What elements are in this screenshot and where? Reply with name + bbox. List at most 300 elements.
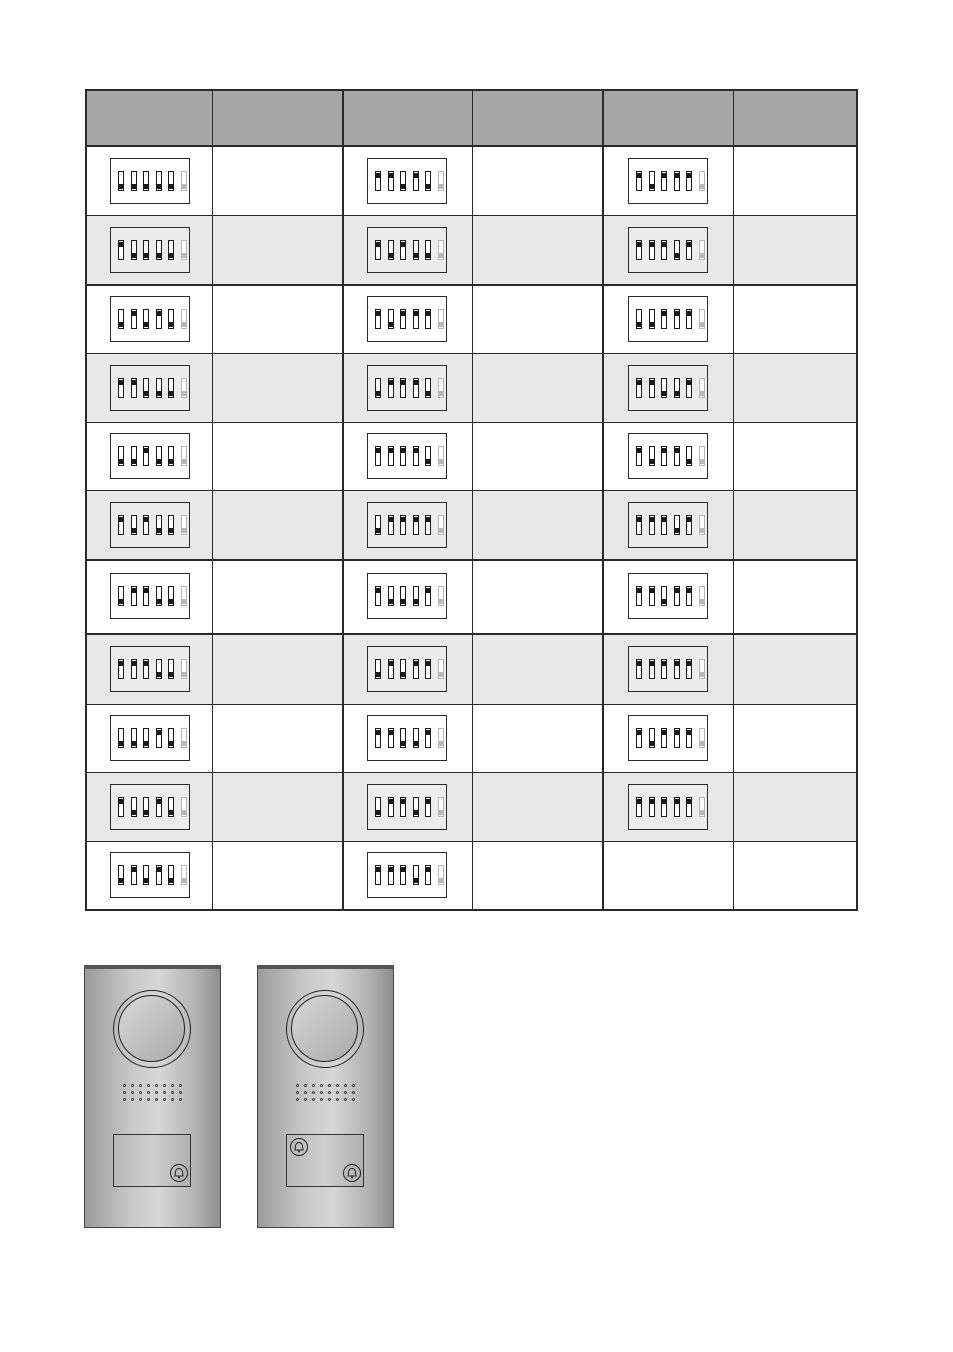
grille-hole: [147, 1091, 150, 1094]
address-label: [472, 146, 602, 215]
toggle-lever: [675, 799, 679, 804]
dip-toggle: [438, 659, 444, 679]
toggle-lever: [119, 741, 123, 746]
dip-toggle: [413, 728, 419, 748]
toggle-lever: [650, 242, 654, 247]
dip-toggle: [661, 378, 667, 398]
toggle-lever: [414, 878, 418, 883]
dip-toggle: [674, 171, 680, 191]
grille-hole: [352, 1098, 355, 1101]
toggle-lever: [376, 588, 380, 593]
grille-hole: [179, 1098, 182, 1101]
dip-toggle: [649, 515, 655, 535]
dip-toggle: [400, 728, 406, 748]
toggle-lever: [182, 599, 186, 604]
dip-toggle: [131, 865, 137, 885]
dip-toggle: [686, 171, 692, 191]
dip-toggle: [425, 446, 431, 466]
dip-toggle: [699, 659, 705, 679]
dip-toggle: [118, 378, 124, 398]
toggle-lever: [414, 517, 418, 522]
toggle-lever: [637, 173, 641, 178]
toggle-lever: [157, 799, 161, 804]
toggle-lever: [426, 311, 430, 316]
dip-toggle: [168, 171, 174, 191]
address-label: [472, 841, 602, 909]
address-label: [472, 284, 602, 353]
grille-hole: [336, 1084, 339, 1087]
toggle-lever: [426, 730, 430, 735]
toggle-lever: [637, 380, 641, 385]
toggle-lever: [700, 322, 704, 327]
dip-toggle: [168, 240, 174, 260]
dip-toggle: [425, 586, 431, 606]
camera-glass: [118, 995, 185, 1062]
toggle-lever: [157, 311, 161, 316]
dip-toggle: [674, 240, 680, 260]
dip-toggle: [649, 240, 655, 260]
toggle-lever: [700, 253, 704, 258]
toggle-lever: [662, 173, 666, 178]
column-divider: [212, 91, 213, 909]
toggle-lever: [687, 730, 691, 735]
dip-toggle: [413, 171, 419, 191]
dip-switch: [628, 227, 708, 273]
address-label: [733, 422, 856, 490]
dip-switch: [110, 365, 190, 411]
dip-toggle: [699, 446, 705, 466]
dip-toggle: [131, 515, 137, 535]
toggle-lever: [401, 184, 405, 189]
address-label: [472, 559, 602, 633]
grille-hole: [179, 1084, 182, 1087]
dip-toggle: [425, 378, 431, 398]
column-divider: [472, 91, 473, 909]
toggle-lever: [637, 242, 641, 247]
dip-switch: [110, 784, 190, 830]
toggle-lever: [637, 322, 641, 327]
dip-toggle: [181, 309, 187, 329]
dip-toggle: [674, 728, 680, 748]
toggle-lever: [687, 588, 691, 593]
toggle-lever: [144, 878, 148, 883]
address-label: [212, 215, 342, 284]
toggle-lever: [401, 380, 405, 385]
grille-hole: [171, 1084, 174, 1087]
dip-toggle: [649, 586, 655, 606]
dip-toggle: [636, 171, 642, 191]
dip-toggle: [181, 240, 187, 260]
toggle-lever: [426, 588, 430, 593]
dip-toggle: [143, 586, 149, 606]
dip-toggle: [438, 865, 444, 885]
dip-toggle: [438, 586, 444, 606]
grille-hole: [147, 1098, 150, 1101]
toggle-lever: [157, 730, 161, 735]
toggle-lever: [662, 799, 666, 804]
dip-toggle: [156, 309, 162, 329]
dip-toggle: [674, 797, 680, 817]
dip-toggle: [686, 659, 692, 679]
toggle-lever: [650, 588, 654, 593]
toggle-lever: [650, 661, 654, 666]
toggle-lever: [389, 253, 393, 258]
grille-hole: [320, 1098, 323, 1101]
camera-glass: [291, 995, 358, 1062]
toggle-lever: [700, 672, 704, 677]
toggle-lever: [389, 599, 393, 604]
grille-hole: [147, 1084, 150, 1087]
toggle-lever: [439, 322, 443, 327]
grille-hole: [139, 1084, 142, 1087]
grille-hole: [344, 1084, 347, 1087]
toggle-lever: [401, 672, 405, 677]
speaker-grille: [123, 1084, 185, 1104]
toggle-lever: [132, 741, 136, 746]
bell-icon[interactable]: [290, 1138, 308, 1156]
toggle-lever: [687, 517, 691, 522]
toggle-lever: [157, 459, 161, 464]
dip-toggle: [131, 309, 137, 329]
dip-switch: [628, 646, 708, 692]
dip-switch: [110, 502, 190, 548]
grille-hole: [131, 1091, 134, 1094]
dip-toggle: [118, 865, 124, 885]
toggle-lever: [414, 311, 418, 316]
toggle-lever: [182, 672, 186, 677]
dip-toggle: [413, 586, 419, 606]
toggle-lever: [401, 242, 405, 247]
dip-toggle: [661, 171, 667, 191]
single-button-door-station: [84, 965, 221, 1228]
dip-toggle: [400, 309, 406, 329]
toggle-lever: [182, 528, 186, 533]
toggle-lever: [169, 672, 173, 677]
grille-hole: [163, 1084, 166, 1087]
dip-toggle: [388, 240, 394, 260]
toggle-lever: [662, 517, 666, 522]
toggle-lever: [439, 528, 443, 533]
toggle-lever: [132, 588, 136, 593]
dip-toggle: [181, 728, 187, 748]
dip-switch: [110, 296, 190, 342]
address-label: [212, 490, 342, 559]
dip-toggle: [400, 171, 406, 191]
dip-toggle: [181, 515, 187, 535]
column-divider: [733, 91, 734, 909]
grille-hole: [312, 1098, 315, 1101]
toggle-lever: [182, 253, 186, 258]
toggle-lever: [687, 459, 691, 464]
toggle-lever: [439, 878, 443, 883]
toggle-lever: [426, 253, 430, 258]
address-label: [733, 841, 856, 909]
grille-hole: [296, 1098, 299, 1101]
dip-toggle: [438, 797, 444, 817]
dip-toggle: [131, 240, 137, 260]
dip-toggle: [649, 446, 655, 466]
dip-toggle: [131, 171, 137, 191]
toggle-lever: [439, 391, 443, 396]
toggle-lever: [439, 184, 443, 189]
toggle-lever: [637, 661, 641, 666]
toggle-lever: [132, 810, 136, 815]
grille-hole: [163, 1098, 166, 1101]
dip-toggle: [699, 240, 705, 260]
bell-icon[interactable]: [343, 1164, 361, 1182]
dip-switch: [367, 158, 447, 204]
toggle-lever: [119, 459, 123, 464]
dip-toggle: [168, 378, 174, 398]
grille-hole: [131, 1084, 134, 1087]
toggle-lever: [675, 528, 679, 533]
dip-toggle: [156, 240, 162, 260]
dip-toggle: [388, 586, 394, 606]
address-label: [472, 215, 602, 284]
dip-toggle: [168, 728, 174, 748]
address-label: [212, 353, 342, 422]
toggle-lever: [401, 599, 405, 604]
dip-switch: [628, 158, 708, 204]
grille-hole: [155, 1091, 158, 1094]
address-label: [472, 633, 602, 704]
dip-toggle: [661, 515, 667, 535]
toggle-lever: [376, 672, 380, 677]
dip-toggle: [388, 171, 394, 191]
toggle-lever: [662, 391, 666, 396]
grille-hole: [304, 1098, 307, 1101]
dip-toggle: [181, 865, 187, 885]
dip-toggle: [699, 797, 705, 817]
dip-toggle: [425, 171, 431, 191]
dip-toggle: [388, 446, 394, 466]
toggle-lever: [144, 517, 148, 522]
dip-toggle: [131, 797, 137, 817]
dip-toggle: [118, 586, 124, 606]
dip-switch: [367, 784, 447, 830]
toggle-lever: [144, 448, 148, 453]
grille-hole: [304, 1091, 307, 1094]
dip-switch: [628, 715, 708, 761]
dip-toggle: [425, 240, 431, 260]
toggle-lever: [426, 459, 430, 464]
dip-toggle: [375, 586, 381, 606]
dip-toggle: [156, 515, 162, 535]
dip-toggle: [438, 378, 444, 398]
toggle-lever: [132, 253, 136, 258]
toggle-lever: [401, 799, 405, 804]
grille-hole: [131, 1098, 134, 1101]
toggle-lever: [426, 517, 430, 522]
dip-toggle: [438, 171, 444, 191]
address-label: [212, 704, 342, 772]
dip-toggle: [181, 797, 187, 817]
dip-toggle: [388, 728, 394, 748]
toggle-lever: [119, 242, 123, 247]
dip-toggle: [156, 378, 162, 398]
toggle-lever: [169, 184, 173, 189]
address-label: [733, 284, 856, 353]
dip-switch: [367, 715, 447, 761]
grille-hole: [155, 1098, 158, 1101]
toggle-lever: [700, 184, 704, 189]
toggle-lever: [662, 599, 666, 604]
camera-lens-icon: [113, 990, 191, 1068]
grille-hole: [336, 1098, 339, 1101]
dip-toggle: [425, 515, 431, 535]
dip-toggle: [118, 515, 124, 535]
dip-toggle: [425, 659, 431, 679]
dip-switch: [367, 433, 447, 479]
toggle-lever: [439, 741, 443, 746]
dip-toggle: [181, 378, 187, 398]
toggle-lever: [675, 448, 679, 453]
dip-toggle: [143, 515, 149, 535]
dip-switch: [110, 852, 190, 898]
toggle-lever: [637, 799, 641, 804]
header-cell: [342, 91, 472, 146]
toggle-lever: [650, 517, 654, 522]
dip-toggle: [699, 728, 705, 748]
toggle-lever: [119, 322, 123, 327]
dip-toggle: [143, 240, 149, 260]
grille-hole: [155, 1084, 158, 1087]
dip-switch: [628, 433, 708, 479]
address-label: [212, 284, 342, 353]
address-label: [212, 146, 342, 215]
dip-toggle: [674, 309, 680, 329]
dip-toggle: [425, 309, 431, 329]
grille-hole: [328, 1098, 331, 1101]
toggle-lever: [426, 661, 430, 666]
toggle-lever: [675, 588, 679, 593]
toggle-lever: [401, 741, 405, 746]
address-label: [472, 772, 602, 841]
dip-toggle: [400, 659, 406, 679]
dip-toggle: [143, 797, 149, 817]
dip-toggle: [168, 309, 174, 329]
toggle-lever: [439, 672, 443, 677]
dip-toggle: [699, 515, 705, 535]
dip-toggle: [413, 378, 419, 398]
toggle-lever: [132, 459, 136, 464]
dip-toggle: [143, 865, 149, 885]
dip-toggle: [661, 659, 667, 679]
dip-toggle: [118, 797, 124, 817]
dip-toggle: [636, 378, 642, 398]
toggle-lever: [132, 380, 136, 385]
dip-toggle: [375, 446, 381, 466]
dip-toggle: [686, 378, 692, 398]
panel-rain-hood: [257, 965, 394, 969]
toggle-lever: [157, 599, 161, 604]
toggle-lever: [132, 867, 136, 872]
toggle-lever: [157, 391, 161, 396]
dip-toggle: [375, 797, 381, 817]
dip-toggle: [143, 378, 149, 398]
dip-toggle: [674, 659, 680, 679]
toggle-lever: [389, 173, 393, 178]
toggle-lever: [414, 380, 418, 385]
dip-toggle: [181, 171, 187, 191]
toggle-lever: [376, 528, 380, 533]
toggle-lever: [389, 322, 393, 327]
address-label: [212, 559, 342, 633]
toggle-lever: [650, 741, 654, 746]
address-label: [472, 704, 602, 772]
header-cell: [87, 91, 212, 146]
toggle-lever: [144, 810, 148, 815]
dip-toggle: [438, 515, 444, 535]
dip-toggle: [636, 728, 642, 748]
toggle-lever: [426, 799, 430, 804]
dip-toggle: [131, 446, 137, 466]
dip-toggle: [388, 865, 394, 885]
dip-switch: [367, 502, 447, 548]
dip-toggle: [143, 659, 149, 679]
address-label: [733, 704, 856, 772]
toggle-lever: [687, 173, 691, 178]
toggle-lever: [144, 588, 148, 593]
bell-icon[interactable]: [170, 1164, 188, 1182]
dip-toggle: [686, 515, 692, 535]
dip-toggle: [413, 240, 419, 260]
grille-hole: [312, 1084, 315, 1087]
dip-toggle: [375, 659, 381, 679]
dip-toggle: [413, 309, 419, 329]
toggle-lever: [157, 184, 161, 189]
dip-toggle: [649, 309, 655, 329]
dip-toggle: [118, 659, 124, 679]
toggle-lever: [662, 661, 666, 666]
camera-lens-icon: [286, 990, 364, 1068]
dip-toggle: [686, 240, 692, 260]
name-plate: [113, 1134, 191, 1187]
dip-toggle: [661, 586, 667, 606]
dip-toggle: [400, 586, 406, 606]
toggle-lever: [662, 730, 666, 735]
dip-toggle: [649, 659, 655, 679]
toggle-lever: [389, 730, 393, 735]
toggle-lever: [169, 322, 173, 327]
column-divider: [342, 91, 344, 909]
dip-toggle: [686, 797, 692, 817]
dip-toggle: [388, 797, 394, 817]
dip-toggle: [118, 309, 124, 329]
dip-toggle: [400, 865, 406, 885]
dip-toggle: [400, 378, 406, 398]
address-label: [472, 422, 602, 490]
toggle-lever: [376, 311, 380, 316]
dip-switch: [367, 646, 447, 692]
toggle-lever: [675, 253, 679, 258]
toggle-lever: [376, 448, 380, 453]
grille-hole: [320, 1084, 323, 1087]
address-label: [733, 146, 856, 215]
grille-hole: [296, 1084, 299, 1087]
dip-toggle: [156, 865, 162, 885]
dip-toggle: [438, 240, 444, 260]
toggle-lever: [700, 528, 704, 533]
dip-toggle: [388, 515, 394, 535]
dip-toggle: [686, 446, 692, 466]
dip-toggle: [661, 728, 667, 748]
toggle-lever: [132, 311, 136, 316]
dip-toggle: [375, 728, 381, 748]
toggle-lever: [169, 391, 173, 396]
dip-toggle: [413, 446, 419, 466]
grille-hole: [304, 1084, 307, 1087]
